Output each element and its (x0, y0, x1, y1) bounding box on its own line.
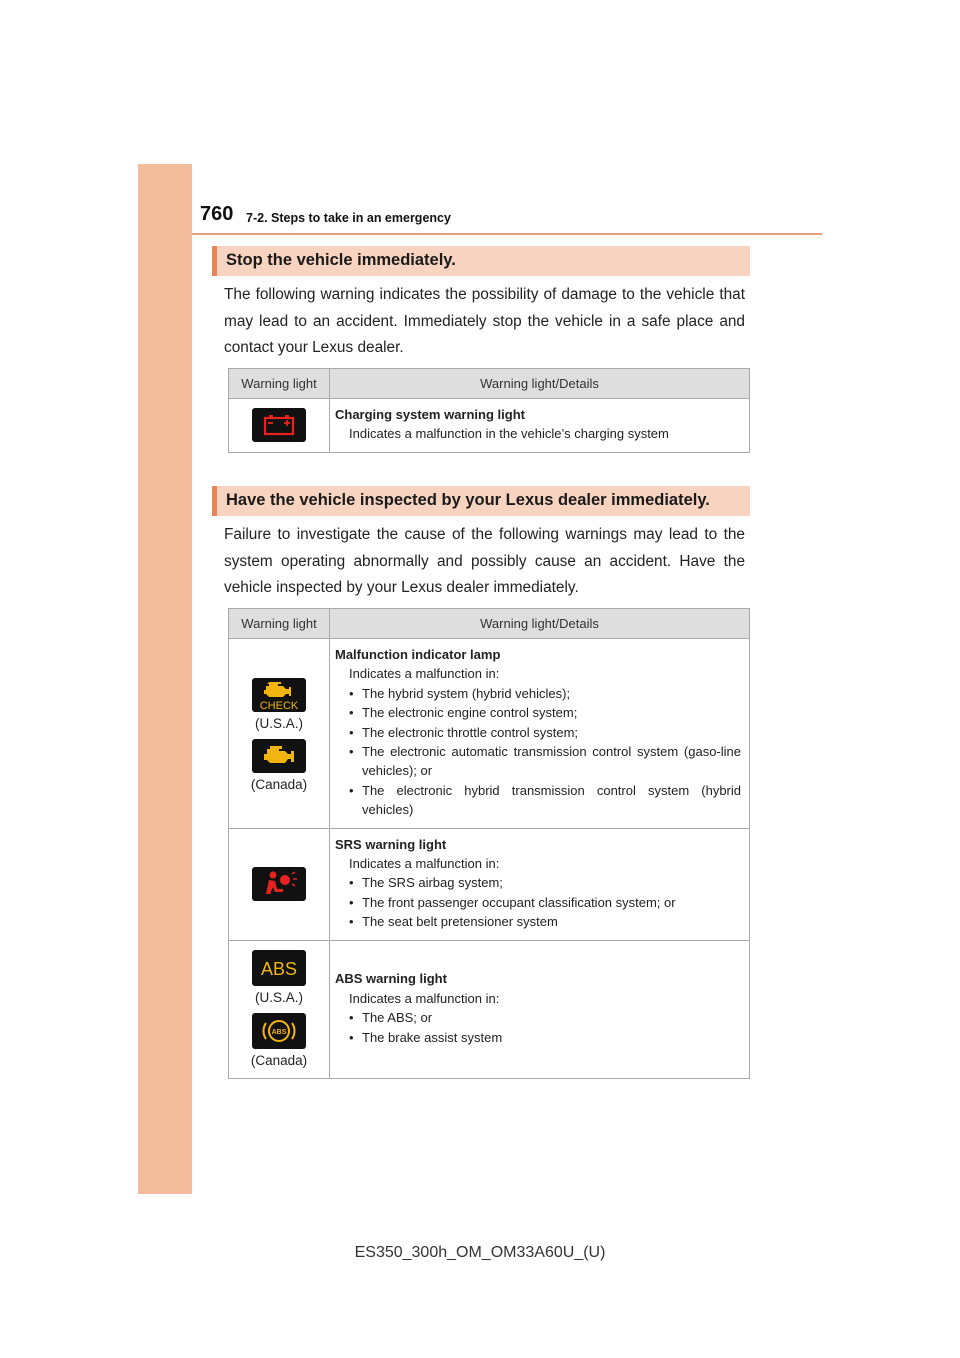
section-heading-stop (212, 246, 750, 276)
abs-list (335, 1008, 741, 1047)
light-description: Indicates a malfunction in: (349, 666, 500, 682)
list-item: • The hybrid system (hybrid vehicles); (349, 684, 741, 703)
details-cell (330, 399, 750, 453)
list-item: • The electronic hybrid transmission control system (hybrid vehicles) (349, 781, 741, 820)
table-header-row (229, 609, 750, 639)
table-row (229, 399, 750, 453)
light-description: Indicates a malfunction in: (349, 990, 500, 1006)
list-item: • The electronic throttle control system; (349, 723, 741, 742)
chapter-title: 7-2. Steps to take in an emergency (246, 211, 451, 225)
chapter-side-band (138, 164, 192, 1194)
list-item: • The front passenger occupant classification system; or (349, 893, 741, 912)
light-title: ABS warning light (335, 971, 447, 987)
section-heading-stop-text: Stop the vehicle immediately. (226, 251, 456, 269)
icon-caption-canada: (Canada) (250, 1053, 308, 1069)
list-item: • The brake assist system (349, 1028, 741, 1047)
icon-cell (229, 639, 330, 829)
col-warning-light: Warning light (229, 609, 330, 639)
section-intro-inspect: Failure to investigate the cause of the following warnings may lead to the system operating abnormally and possibly cause an accident. Have the vehicle inspected by your Lexus dealer immediately. (224, 526, 745, 596)
battery-icon (252, 408, 306, 442)
icon-cell (229, 828, 330, 940)
warning-table-stop (228, 368, 750, 453)
light-title: Malfunction indicator lamp (335, 647, 501, 662)
icon-cell (229, 940, 330, 1078)
srs-list (335, 873, 741, 931)
light-description: Indicates a malfunction in: (349, 856, 500, 872)
page-number: 760 (200, 203, 234, 225)
list-item: • The SRS airbag system; (349, 873, 741, 892)
details-cell (330, 828, 750, 940)
table-header-row (229, 369, 750, 399)
abs-circle-icon (252, 1013, 306, 1049)
col-warning-light: Warning light (229, 369, 330, 399)
col-warning-details: Warning light/Details (330, 369, 750, 399)
light-description: Indicates a malfunction in the vehicle’s charging system (349, 426, 669, 442)
svg-text:CHECK: CHECK (259, 700, 299, 713)
icon-caption-usa: (U.S.A.) (254, 716, 303, 732)
check-engine-icon (252, 678, 306, 712)
list-item: • The electronic engine control system; (349, 703, 741, 722)
section-heading-inspect-text: Have the vehicle inspected by your Lexus dealer immediately. (226, 491, 710, 509)
details-cell (330, 940, 750, 1078)
list-item: • The seat belt pretensioner system (349, 912, 741, 931)
list-item: • The electronic automatic transmission control system (gaso-line vehicles); or (349, 742, 741, 781)
svg-text:ABS: ABS (271, 1029, 287, 1037)
svg-text:ABS: ABS (260, 959, 298, 980)
icon-cell (229, 399, 330, 453)
section-intro-stop: The following warning indicates the possibility of damage to the vehicle that may lead to an accident. Immediately stop the vehicle in a safe place and contact your Lexus dealer. (224, 286, 745, 356)
list-item: • The ABS; or (349, 1008, 741, 1027)
table-row (229, 828, 750, 940)
footer-code: ES350_300h_OM_OM33A60U_(U) (354, 1244, 606, 1261)
section-heading-inspect (212, 486, 750, 516)
light-title: Charging system warning light (335, 407, 525, 422)
table-row (229, 639, 750, 829)
malfunction-list (335, 684, 741, 820)
srs-airbag-icon (252, 867, 306, 901)
icon-caption-canada: (Canada) (250, 777, 308, 793)
header-rule (192, 233, 822, 235)
abs-icon (252, 950, 306, 986)
warning-table-inspect (228, 608, 750, 1079)
light-title: SRS warning light (335, 836, 447, 852)
details-cell (330, 639, 750, 829)
table-row (229, 940, 750, 1078)
col-warning-details: Warning light/Details (330, 609, 750, 639)
engine-icon (252, 739, 306, 773)
icon-caption-usa: (U.S.A.) (254, 990, 303, 1006)
